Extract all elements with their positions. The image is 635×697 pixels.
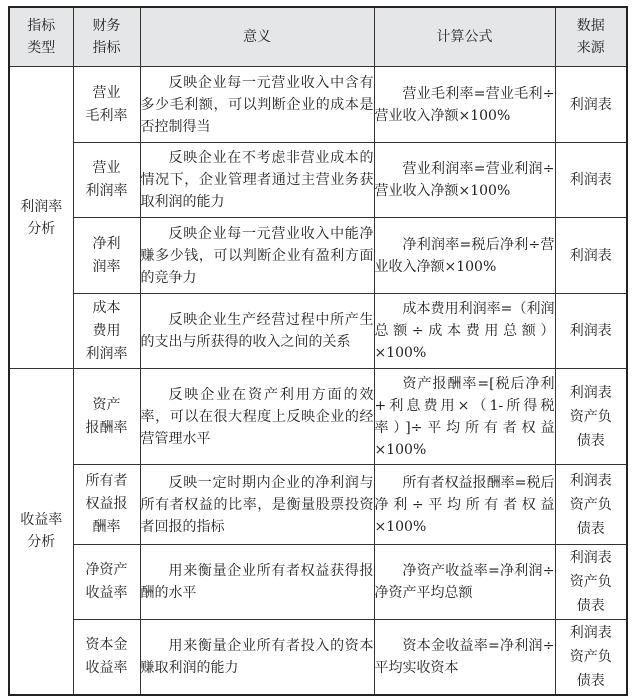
table-row — [9, 620, 627, 695]
ratio-formula: 净资产收益率=净利润÷净资产平均总额 — [374, 545, 555, 620]
table-row — [9, 143, 627, 218]
ratio-meaning: 反映企业生产经营过程中所产生的支出与所获得的收入之间的关系 — [140, 294, 374, 369]
category-cell: 利润率 分析 — [9, 67, 73, 369]
ratio-formula: 成本费用利润率=（利润总额÷成本费用总额）×100% — [374, 294, 555, 369]
table-row — [9, 218, 627, 294]
data-source: 利润表 — [555, 143, 627, 218]
header-ratio: 财务 指标 — [73, 7, 140, 67]
header-meaning: 意义 — [140, 7, 374, 67]
table-row — [9, 294, 627, 369]
ratio-name: 资本金 收益率 — [73, 620, 140, 695]
data-source: 利润表 资产负 债表 — [555, 465, 627, 545]
ratio-meaning: 用来衡量企业所有者投入的资本赚取利润的能力 — [140, 620, 374, 695]
header-row — [9, 7, 627, 67]
ratio-formula: 净利润率=税后净利÷营业收入净额×100% — [374, 218, 555, 294]
ratio-name: 净利 润率 — [73, 218, 140, 294]
ratio-formula: 所有者权益报酬率=税后净利÷平均所有者权益×100% — [374, 465, 555, 545]
table-row — [9, 465, 627, 545]
ratio-meaning: 反映一定时期内企业的净利润与所有者权益的比率，是衡量股票投资者回报的指标 — [140, 465, 374, 545]
table-row — [9, 545, 627, 620]
table-row — [9, 67, 627, 143]
ratio-formula: 资产报酬率=[税后净利+利息费用×（1-所得税率）]÷平均所有者权益×100% — [374, 369, 555, 465]
ratio-name: 资产 报酬率 — [73, 369, 140, 465]
financial-ratio-table — [8, 6, 628, 696]
ratio-meaning: 反映企业在资产利用方面的效率，可以在很大程度上反映企业的经营管理水平 — [140, 369, 374, 465]
table-row — [9, 369, 627, 465]
data-source: 利润表 — [555, 218, 627, 294]
ratio-name: 净资产 收益率 — [73, 545, 140, 620]
category-cell: 收益率 分析 — [9, 369, 73, 695]
ratio-meaning: 用来衡量企业所有者权益获得报酬的水平 — [140, 545, 374, 620]
data-source: 利润表 — [555, 67, 627, 143]
ratio-name: 营业 毛利率 — [73, 67, 140, 143]
data-source: 利润表 资产负 债表 — [555, 620, 627, 695]
ratio-name: 所有者 权益报 酬率 — [73, 465, 140, 545]
data-source: 利润表 — [555, 294, 627, 369]
ratio-meaning: 反映企业在不考虑非营业成本的情况下，企业管理者通过主营业务获取利润的能力 — [140, 143, 374, 218]
ratio-formula: 营业毛利率=营业毛利÷营业收入净额×100% — [374, 67, 555, 143]
ratio-formula: 营业利润率=营业利润÷营业收入净额×100% — [374, 143, 555, 218]
ratio-formula: 资本金收益率=净利润÷平均实收资本 — [374, 620, 555, 695]
ratio-table-container — [8, 6, 628, 696]
header-formula: 计算公式 — [374, 7, 555, 67]
data-source: 利润表 资产负 债表 — [555, 545, 627, 620]
ratio-name: 营业 利润率 — [73, 143, 140, 218]
header-source: 数据 来源 — [555, 7, 627, 67]
ratio-meaning: 反映企业每一元营业收入中能净赚多少钱，可以判断企业有盈利方面的竞争力 — [140, 218, 374, 294]
data-source: 利润表 资产负 债表 — [555, 369, 627, 465]
ratio-name: 成本 费用 利润率 — [73, 294, 140, 369]
header-category: 指标 类型 — [9, 7, 73, 67]
ratio-meaning: 反映企业每一元营业收入中含有多少毛利额，可以判断企业的成本是否控制得当 — [140, 67, 374, 143]
